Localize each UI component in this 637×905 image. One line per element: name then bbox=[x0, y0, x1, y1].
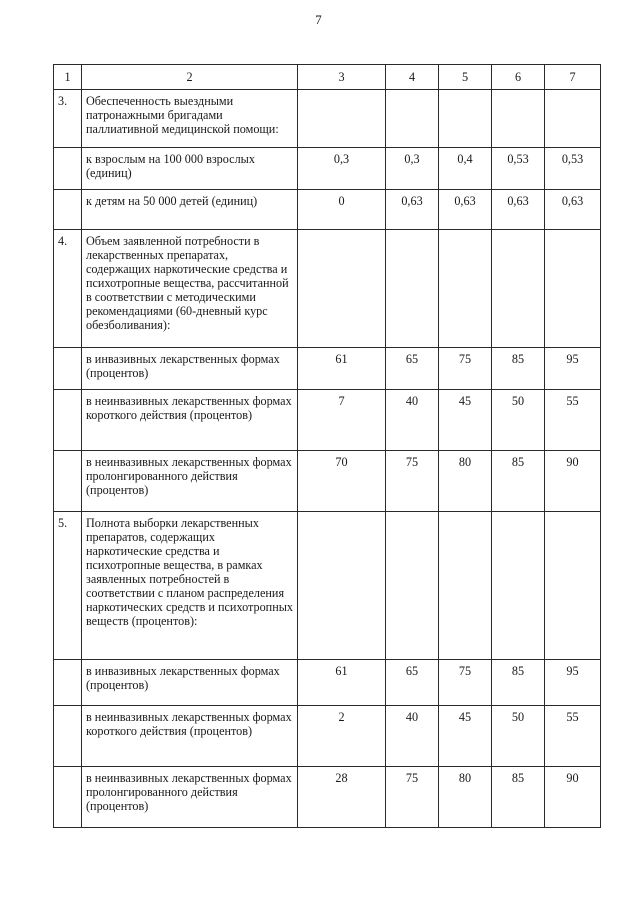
row-label: к взрослым на 100 000 взрослых (единиц) bbox=[82, 148, 298, 190]
table-cell: 55 bbox=[545, 390, 601, 451]
table-cell: 50 bbox=[492, 706, 545, 767]
table-cell: 70 bbox=[298, 451, 386, 512]
row-label: в инвазивных лекарственных формах (процентов) bbox=[82, 348, 298, 390]
row-label: в неинвазивных лекарственных формах короткого действия (процентов) bbox=[82, 390, 298, 451]
section-number: 3. bbox=[54, 90, 82, 148]
table-cell: 45 bbox=[439, 706, 492, 767]
table-cell: 80 bbox=[439, 451, 492, 512]
column-header: 5 bbox=[439, 65, 492, 90]
section-title: Полнота выборки лекарственных препаратов, содержащих наркотические средства и психотропные вещества, в рамках заявленных потребностей в соответствии с планом распределения наркотических средств и психотропных веществ (процентов): bbox=[82, 512, 298, 660]
row-label: в неинвазивных лекарственных формах короткого действия (процентов) bbox=[82, 706, 298, 767]
table-cell: 75 bbox=[386, 451, 439, 512]
table-cell: 85 bbox=[492, 348, 545, 390]
section-title-row bbox=[54, 512, 601, 660]
column-header: 6 bbox=[492, 65, 545, 90]
table-cell: 0,53 bbox=[545, 148, 601, 190]
table-cell: 85 bbox=[492, 451, 545, 512]
table-row bbox=[54, 148, 601, 190]
table-row bbox=[54, 390, 601, 451]
table-row bbox=[54, 706, 601, 767]
row-label: в неинвазивных лекарственных формах пролонгированного действия (процентов) bbox=[82, 767, 298, 828]
table-cell: 95 bbox=[545, 660, 601, 706]
section-title: Объем заявленной потребности в лекарственных препаратах, содержащих наркотические средства и психотропные вещества, рассчитанной в соответствии с методическими рекомендациями (60-дневный курс обезболивания): bbox=[82, 230, 298, 348]
table-cell: 85 bbox=[492, 767, 545, 828]
table-cell: 75 bbox=[439, 348, 492, 390]
section-number: 4. bbox=[54, 230, 82, 348]
table-row bbox=[54, 660, 601, 706]
table-cell: 75 bbox=[386, 767, 439, 828]
table-row bbox=[54, 451, 601, 512]
table-cell: 0,3 bbox=[386, 148, 439, 190]
table-cell: 61 bbox=[298, 660, 386, 706]
row-label: к детям на 50 000 детей (единиц) bbox=[82, 190, 298, 230]
table-cell: 45 bbox=[439, 390, 492, 451]
table-cell: 40 bbox=[386, 390, 439, 451]
column-header: 3 bbox=[298, 65, 386, 90]
table-cell: 40 bbox=[386, 706, 439, 767]
table-cell: 75 bbox=[439, 660, 492, 706]
table-cell: 90 bbox=[545, 451, 601, 512]
table-row bbox=[54, 348, 601, 390]
table-cell: 85 bbox=[492, 660, 545, 706]
row-label: в инвазивных лекарственных формах (процентов) bbox=[82, 660, 298, 706]
section-title: Обеспеченность выездными патронажными бригадами паллиативной медицинской помощи: bbox=[82, 90, 298, 148]
table-cell: 0 bbox=[298, 190, 386, 230]
indicators-table bbox=[53, 64, 601, 828]
column-header: 2 bbox=[82, 65, 298, 90]
column-header: 4 bbox=[386, 65, 439, 90]
table-cell: 55 bbox=[545, 706, 601, 767]
table-cell: 0,3 bbox=[298, 148, 386, 190]
table-row bbox=[54, 190, 601, 230]
table-cell: 61 bbox=[298, 348, 386, 390]
column-header: 7 bbox=[545, 65, 601, 90]
table-cell: 0,63 bbox=[492, 190, 545, 230]
table-cell: 0,63 bbox=[439, 190, 492, 230]
table-cell: 0,53 bbox=[492, 148, 545, 190]
row-label: в неинвазивных лекарственных формах пролонгированного действия (процентов) bbox=[82, 451, 298, 512]
table-cell: 65 bbox=[386, 348, 439, 390]
table-cell: 50 bbox=[492, 390, 545, 451]
table-cell: 28 bbox=[298, 767, 386, 828]
page-number: 7 bbox=[315, 12, 322, 27]
section-number: 5. bbox=[54, 512, 82, 660]
table-header-row bbox=[54, 65, 601, 90]
table-cell: 0,63 bbox=[386, 190, 439, 230]
table-cell: 0,63 bbox=[545, 190, 601, 230]
column-header: 1 bbox=[54, 65, 82, 90]
table-cell: 95 bbox=[545, 348, 601, 390]
table-cell: 2 bbox=[298, 706, 386, 767]
section-title-row bbox=[54, 230, 601, 348]
section-title-row bbox=[54, 90, 601, 148]
table-cell: 80 bbox=[439, 767, 492, 828]
table-cell: 7 bbox=[298, 390, 386, 451]
table-row bbox=[54, 767, 601, 828]
table-cell: 0,4 bbox=[439, 148, 492, 190]
table-cell: 65 bbox=[386, 660, 439, 706]
table-cell: 90 bbox=[545, 767, 601, 828]
